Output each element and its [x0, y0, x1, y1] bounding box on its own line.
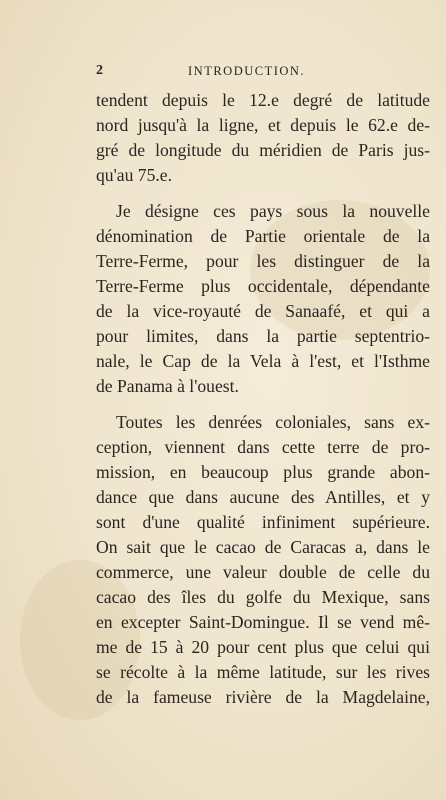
text-line: nord jusqu'à la ligne, et depuis le 62.e de- [96, 115, 430, 135]
body-text [96, 88, 430, 710]
text-line: On sait que le cacao de Caracas a, dans le [96, 537, 430, 557]
text-line: de la fameuse rivière de la Magdelaine, [96, 687, 430, 707]
text-line: tendent depuis le 12.e degré de latitude [96, 90, 430, 110]
text-line: Terre-Ferme, pour les distinguer de la [96, 251, 430, 271]
text-line: cacao des îles du golfe du Mexique, sans [96, 587, 430, 607]
page-number: 2 [96, 63, 103, 78]
text-line: sont d'une qualité infiniment supérieure. [96, 512, 430, 532]
text-line: se récolte à la même latitude, sur les rives [96, 662, 430, 682]
text-line: nale, le Cap de la Vela à l'est, et l'Isthme [96, 351, 430, 371]
text-line: Toutes les denrées coloniales, sans ex- [116, 412, 430, 432]
text-line: dénomination de Partie orientale de la [96, 226, 430, 246]
text-line: mission, en beaucoup plus grande abon- [96, 462, 430, 482]
page-header [96, 63, 430, 81]
text-line: dance que dans aucune des Antilles, et y [96, 487, 430, 507]
text-line: de Panama à l'ouest. [96, 376, 239, 396]
text-line: en excepter Saint-Domingue. Il se vend mê- [96, 612, 430, 632]
text-line: ception, viennent dans cette terre de pro- [96, 437, 430, 457]
text-line: gré de longitude du méridien de Paris jus- [96, 140, 430, 160]
text-line: commerce, une valeur double de celle du [96, 562, 430, 582]
text-line: Terre-Ferme plus occidentale, dépendante [96, 276, 430, 296]
text-line: pour limites, dans la partie septentrio- [96, 326, 430, 346]
text-line: qu'au 75.e. [96, 165, 172, 185]
text-line: de la vice-royauté de Sanaafé, et qui a [96, 301, 430, 321]
text-line: me de 15 à 20 pour cent plus que celui qui [96, 637, 430, 657]
text-line: Je désigne ces pays sous la nouvelle [116, 201, 430, 221]
running-head: INTRODUCTION. [188, 64, 306, 78]
